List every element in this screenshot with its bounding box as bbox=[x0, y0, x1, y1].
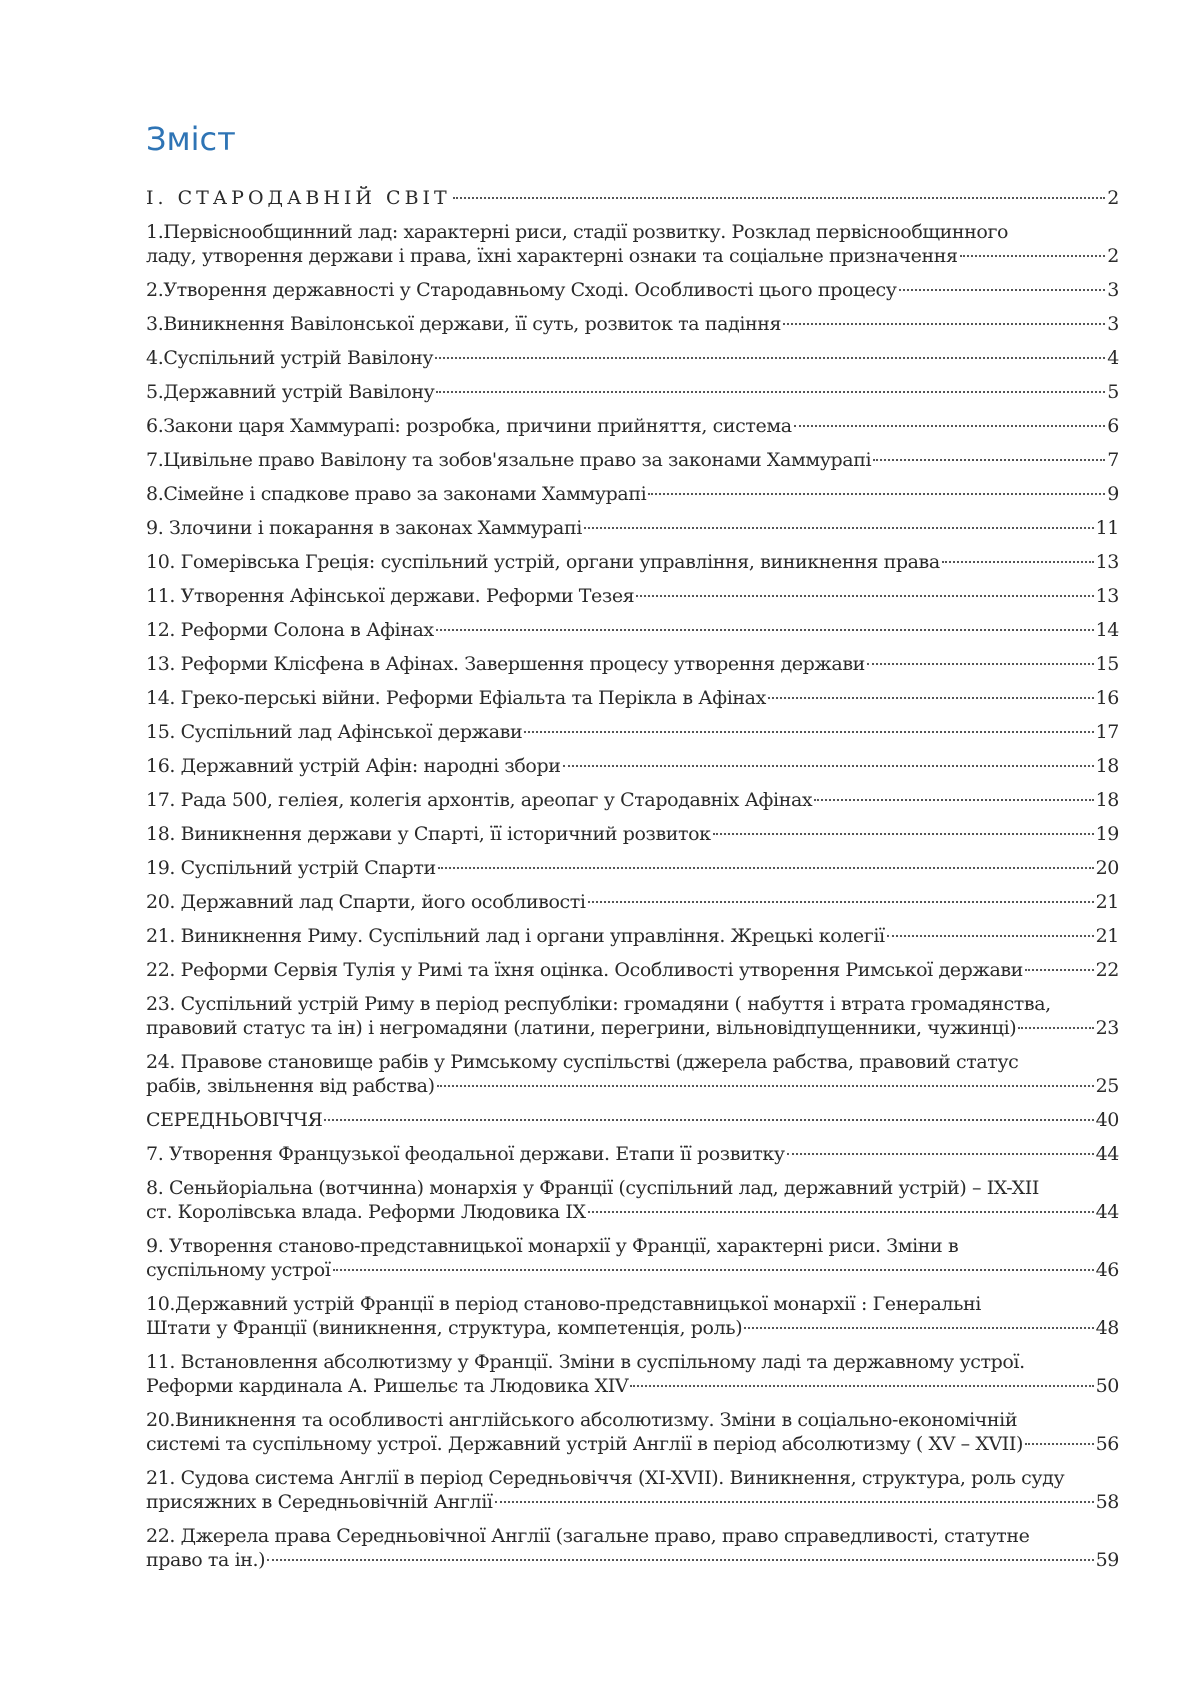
toc-entry-text: 22. Джерела права Середньовічної Англії (загальне право, право справедливості, статутне bbox=[146, 1525, 1030, 1547]
toc-entry-text: 19. Суспільний устрій Спарти bbox=[146, 857, 436, 879]
toc-entry[interactable] bbox=[146, 924, 1119, 948]
toc-page-number: 58 bbox=[1095, 1491, 1119, 1513]
dot-leader bbox=[435, 357, 1105, 359]
toc-page-number: 13 bbox=[1095, 551, 1119, 573]
dot-leader bbox=[1025, 1443, 1094, 1445]
toc-page-number: 13 bbox=[1095, 585, 1119, 607]
toc-page-number: 14 bbox=[1095, 619, 1119, 641]
toc-page-number: 16 bbox=[1095, 687, 1119, 709]
dot-leader bbox=[636, 595, 1093, 597]
toc-page-number: 15 bbox=[1095, 653, 1119, 675]
toc-page-number: 50 bbox=[1095, 1375, 1119, 1397]
toc-entry[interactable] bbox=[146, 1142, 1119, 1166]
toc-entry-text: 3.Виникнення Вавілонської держави, її суть, розвиток та падіння bbox=[146, 313, 782, 335]
toc-entry-text: 10.Державний устрій Франції в період станово-представницької монархії : Генеральні bbox=[146, 1293, 981, 1315]
toc-entry[interactable] bbox=[146, 1234, 1119, 1282]
toc-page-number: 20 bbox=[1095, 857, 1119, 879]
toc-entry[interactable] bbox=[146, 618, 1119, 642]
dot-leader bbox=[436, 391, 1105, 393]
toc-entry-text: ладу, утворення держави і права, їхні характерні ознаки та соціальне призначення bbox=[146, 245, 958, 267]
toc-entry[interactable] bbox=[146, 380, 1119, 404]
toc-page-number: 19 bbox=[1095, 823, 1119, 845]
toc-entry-text: I. СТАРОДАВНІЙ СВІТ bbox=[146, 187, 451, 209]
toc-entry-text: 20.Виникнення та особливості англійського абсолютизму. Зміни в соціально-економічній bbox=[146, 1409, 1018, 1431]
dot-leader bbox=[495, 1501, 1094, 1503]
toc-page-number: 17 bbox=[1095, 721, 1119, 743]
toc-entry[interactable] bbox=[146, 754, 1119, 778]
dot-leader bbox=[768, 697, 1094, 699]
toc-entry-text: 11. Встановлення абсолютизму у Франції. Зміни в суспільному ладі та державному устрої. bbox=[146, 1351, 1025, 1373]
toc-entry-text: 13. Реформи Клісфена в Афінах. Завершення процесу утворення держави bbox=[146, 653, 865, 675]
dot-leader bbox=[1025, 969, 1094, 971]
toc-entry[interactable] bbox=[146, 720, 1119, 744]
toc-page-number: 46 bbox=[1095, 1259, 1119, 1281]
toc-page-number: 25 bbox=[1095, 1075, 1119, 1097]
toc-entry-text: право та ін.) bbox=[146, 1549, 266, 1571]
toc-page-number: 56 bbox=[1095, 1433, 1119, 1455]
toc-entry-text: 17. Рада 500, геліея, колегія архонтів, ареопаг у Стародавніх Афінах bbox=[146, 789, 813, 811]
toc-page-number: 21 bbox=[1095, 925, 1119, 947]
toc-page-number: 22 bbox=[1095, 959, 1119, 981]
toc-page-number: 2 bbox=[1107, 187, 1119, 209]
toc-entry[interactable] bbox=[146, 1350, 1119, 1398]
dot-leader bbox=[584, 527, 1094, 529]
dot-leader bbox=[333, 1269, 1094, 1271]
toc-entry-text: СЕРЕДНЬОВІЧЧЯ bbox=[146, 1109, 323, 1131]
toc-entry-text: 18. Виникнення держави у Спарті, її історичний розвиток bbox=[146, 823, 711, 845]
toc-entry-text: Реформи кардинала А. Ришельє та Людовика XIV bbox=[146, 1375, 629, 1397]
toc-entry-text: 1.Первіснообщинний лад: характерні риси, стадії розвитку. Розклад первіснообщинного bbox=[146, 221, 1009, 243]
dot-leader bbox=[942, 561, 1094, 563]
toc-entry[interactable] bbox=[146, 1466, 1119, 1514]
toc-page-number: 3 bbox=[1107, 313, 1119, 335]
dot-leader bbox=[563, 765, 1094, 767]
toc-entry-text: Штати у Франції (виникнення, структура, компетенція, роль) bbox=[146, 1317, 743, 1339]
dot-leader bbox=[783, 323, 1105, 325]
toc-entry[interactable] bbox=[146, 516, 1119, 540]
toc-entry[interactable] bbox=[146, 992, 1119, 1040]
toc-entry[interactable] bbox=[146, 856, 1119, 880]
dot-leader bbox=[787, 1153, 1094, 1155]
dot-leader bbox=[887, 935, 1094, 937]
toc-entry-text: 20. Державний лад Спарти, його особливості bbox=[146, 891, 586, 913]
toc-entry-text: системі та суспільному устрої. Державний устрій Англії в період абсолютизму ( XV – XVII) bbox=[146, 1433, 1024, 1455]
toc-entry-text: 22. Реформи Сервія Тулія у Римі та їхня оцінка. Особливості утворення Римської держави bbox=[146, 959, 1023, 981]
toc-entry-text: 7.Цивільне право Вавілону та зобов'язальне право за законами Хаммурапі bbox=[146, 449, 872, 471]
toc-entry[interactable] bbox=[146, 822, 1119, 846]
toc-entry-text: 21. Виникнення Риму. Суспільний лад і органи управління. Жрецькі колегії bbox=[146, 925, 885, 947]
toc-entry[interactable] bbox=[146, 1176, 1119, 1224]
toc-page-number: 44 bbox=[1095, 1201, 1119, 1223]
dot-leader bbox=[794, 425, 1105, 427]
toc-page-number: 59 bbox=[1095, 1549, 1119, 1571]
dot-leader bbox=[436, 629, 1094, 631]
toc-page-number: 23 bbox=[1095, 1017, 1119, 1039]
toc-entry-text: суспільному устрої bbox=[146, 1259, 331, 1281]
toc-entry[interactable] bbox=[146, 652, 1119, 676]
toc-entry-text: 5.Державний устрій Вавілону bbox=[146, 381, 435, 403]
toc-page-number: 18 bbox=[1095, 755, 1119, 777]
toc-entry[interactable] bbox=[146, 278, 1119, 302]
toc-page-number: 2 bbox=[1107, 245, 1119, 267]
toc-entry-text: 11. Утворення Афінської держави. Реформи Тезея bbox=[146, 585, 635, 607]
toc-entry-text: 10. Гомерівська Греція: суспільний устрій, органи управління, виникнення права bbox=[146, 551, 940, 573]
toc-page-number: 11 bbox=[1095, 517, 1119, 539]
toc-entry[interactable] bbox=[146, 482, 1119, 506]
toc-entry[interactable] bbox=[146, 1292, 1119, 1340]
dot-leader bbox=[899, 289, 1105, 291]
toc-entry[interactable] bbox=[146, 186, 1119, 210]
dot-leader bbox=[960, 255, 1105, 257]
toc-entry[interactable] bbox=[146, 448, 1119, 472]
toc-page-number: 5 bbox=[1107, 381, 1119, 403]
toc-page-number: 7 bbox=[1107, 449, 1119, 471]
toc-entry[interactable] bbox=[146, 346, 1119, 370]
toc-entry[interactable] bbox=[146, 1108, 1119, 1132]
dot-leader bbox=[867, 663, 1094, 665]
dot-leader bbox=[524, 731, 1093, 733]
toc-page-number: 3 bbox=[1107, 279, 1119, 301]
toc-entry-text: 21. Судова система Англії в період Середньовіччя (XI-XVII). Виникнення, структура, роль суду bbox=[146, 1467, 1065, 1489]
toc-entry[interactable] bbox=[146, 890, 1119, 914]
toc-list bbox=[146, 186, 1119, 1582]
toc-page-number: 48 bbox=[1095, 1317, 1119, 1339]
toc-entry-text: 14. Греко-перські війни. Реформи Ефіальта та Перікла в Афінах bbox=[146, 687, 766, 709]
dot-leader bbox=[630, 1385, 1093, 1387]
toc-entry-text: правовий статус та ін) і негромадяни (латини, перегрини, вільновідпущенники, чужинці) bbox=[146, 1017, 1017, 1039]
toc-entry-text: 16. Державний устрій Афін: народні збори bbox=[146, 755, 561, 777]
dot-leader bbox=[588, 901, 1094, 903]
toc-page-number: 4 bbox=[1107, 347, 1119, 369]
toc-entry[interactable] bbox=[146, 1050, 1119, 1098]
toc-page-number: 44 bbox=[1095, 1143, 1119, 1165]
toc-entry-text: 23. Суспільний устрій Риму в період республіки: громадяни ( набуття і втрата громадянства, bbox=[146, 993, 1051, 1015]
toc-entry[interactable] bbox=[146, 584, 1119, 608]
dot-leader bbox=[744, 1327, 1093, 1329]
dot-leader bbox=[1018, 1027, 1093, 1029]
dot-leader bbox=[324, 1119, 1093, 1121]
dot-leader bbox=[438, 867, 1094, 869]
toc-entry-text: 8. Сеньйоріальна (вотчинна) монархія у Франції (суспільний лад, державний устрій) – IX-XII bbox=[146, 1177, 1039, 1199]
toc-entry[interactable] bbox=[146, 958, 1119, 982]
toc-entry[interactable] bbox=[146, 1524, 1119, 1572]
toc-entry-text: присяжних в Середньовічній Англії bbox=[146, 1491, 493, 1513]
toc-page-number: 18 bbox=[1095, 789, 1119, 811]
dot-leader bbox=[648, 493, 1105, 495]
toc-entry[interactable] bbox=[146, 1408, 1119, 1456]
dot-leader bbox=[713, 833, 1094, 835]
dot-leader bbox=[814, 799, 1093, 801]
dot-leader bbox=[453, 197, 1105, 199]
dot-leader bbox=[437, 1085, 1094, 1087]
toc-entry-text: 9. Утворення станово-представницької монархії у Франції, характерні риси. Зміни в bbox=[146, 1235, 959, 1257]
toc-page-number: 21 bbox=[1095, 891, 1119, 913]
toc-page-number: 6 bbox=[1107, 415, 1119, 437]
toc-entry[interactable] bbox=[146, 414, 1119, 438]
toc-entry[interactable] bbox=[146, 220, 1119, 268]
toc-title: Зміст bbox=[146, 120, 236, 158]
toc-entry-text: 12. Реформи Солона в Афінах bbox=[146, 619, 434, 641]
toc-entry-text: рабів, звільнення від рабства) bbox=[146, 1075, 435, 1097]
toc-entry-text: 2.Утворення державності у Стародавньому Сході. Особливості цього процесу bbox=[146, 279, 897, 301]
dot-leader bbox=[588, 1211, 1094, 1213]
toc-entry-text: 4.Суспільний устрій Вавілону bbox=[146, 347, 434, 369]
toc-entry-text: 24. Правове становище рабів у Римському суспільстві (джерела рабства, правовий статус bbox=[146, 1051, 1019, 1073]
toc-entry[interactable] bbox=[146, 686, 1119, 710]
toc-entry-text: 7. Утворення Французької феодальної держави. Етапи її розвитку bbox=[146, 1143, 785, 1165]
toc-page-number: 9 bbox=[1107, 483, 1119, 505]
toc-page-number: 40 bbox=[1095, 1109, 1119, 1131]
dot-leader bbox=[267, 1559, 1093, 1561]
toc-entry-text: ст. Королівська влада. Реформи Людовика IX bbox=[146, 1201, 586, 1223]
toc-entry[interactable] bbox=[146, 788, 1119, 812]
toc-entry[interactable] bbox=[146, 312, 1119, 336]
toc-entry[interactable] bbox=[146, 550, 1119, 574]
toc-entry-text: 15. Суспільний лад Афінської держави bbox=[146, 721, 523, 743]
toc-entry-text: 6.Закони царя Хаммурапі: розробка, причини прийняття, система bbox=[146, 415, 792, 437]
dot-leader bbox=[873, 459, 1105, 461]
toc-entry-text: 8.Сімейне і спадкове право за законами Хаммурапі bbox=[146, 483, 647, 505]
toc-entry-text: 9. Злочини і покарання в законах Хаммурапі bbox=[146, 517, 582, 539]
